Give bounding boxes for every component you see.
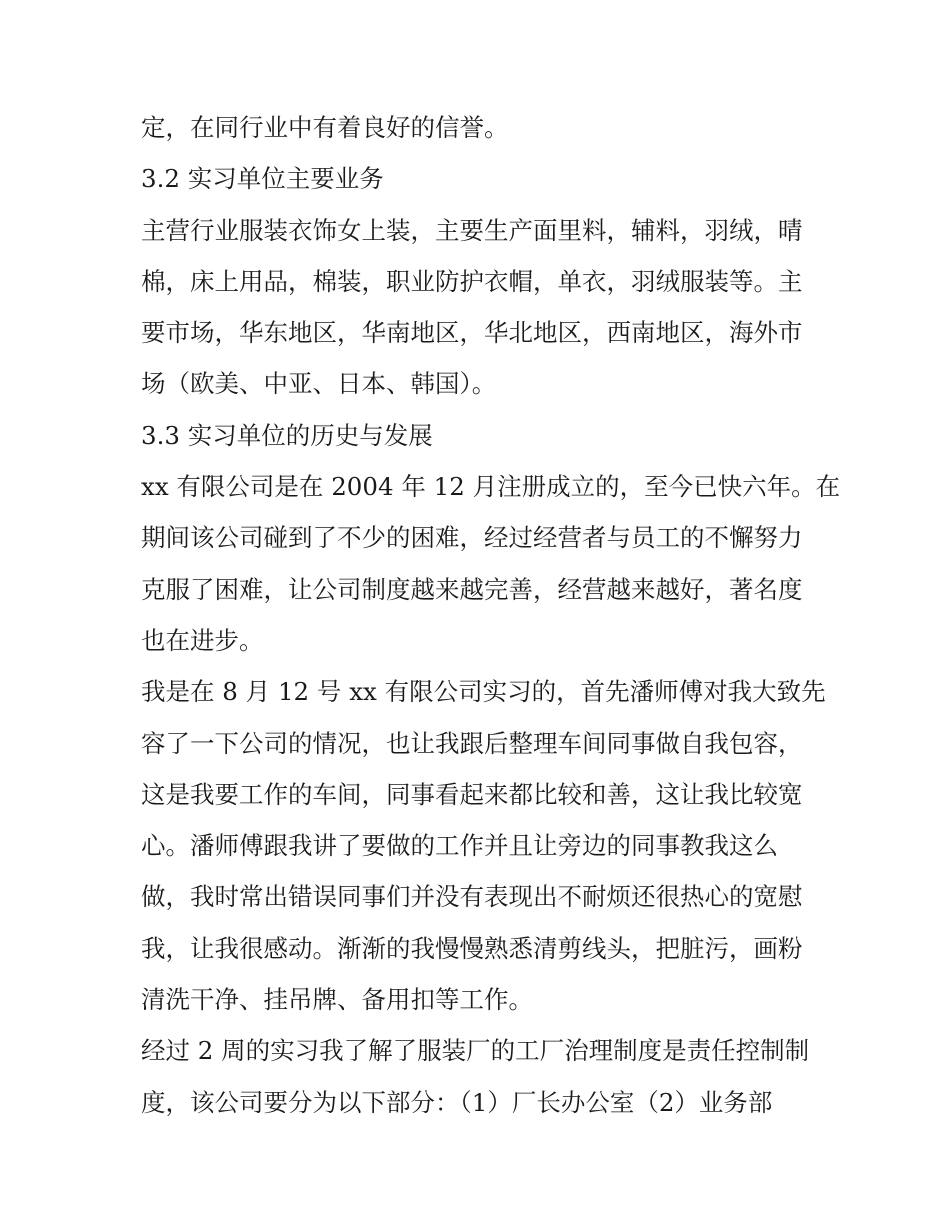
document-body [141,102,841,1128]
paragraph-line: 要市场，华东地区，华南地区，华北地区，西南地区，海外市 [141,318,803,348]
paragraph-line: xx 有限公司是在 2004 年 12 月注册成立的，至今已快六年。在 [141,472,841,502]
paragraph-line: 容了一下公司的情况，也让我跟后整理车间同事做自我包容， [141,728,803,758]
paragraph-line: 我，让我很感动。渐渐的我慢慢熟悉清剪线头，把脏污，画粉 [141,933,803,963]
paragraph-line: 这是我要工作的车间，同事看起来都比较和善，这让我比较宽 [141,779,803,809]
paragraph-line: 经过 2 周的实习我了解了服装厂的工厂治理制度是责任控制制 [141,1036,810,1066]
paragraph-line: 度，该公司要分为以下部分：（1）厂长办公室（2）业务部 [141,1087,773,1117]
paragraph-line: 场（欧美、中亚、日本、韩国）。 [141,369,497,399]
paragraph-line: 克服了困难，让公司制度越来越完善，经营越来越好，著名度 [141,574,803,604]
paragraph-line: 清洗干净、挂吊牌、备用扣等工作。 [141,985,533,1015]
section-heading-3-3: 3.3 实习单位的历史与发展 [141,420,433,450]
paragraph-line: 期间该公司碰到了不少的困难，经过经营者与员工的不懈努力 [141,523,803,553]
section-heading-3-2: 3.2 实习单位主要业务 [141,164,384,194]
paragraph-line: 也在进步。 [141,625,264,655]
paragraph-line: 主营行业服装衣饰女上装，主要生产面里料，辅料，羽绒，晴 [141,215,803,245]
paragraph-line: 我是在 8 月 12 号 xx 有限公司实习的，首先潘师傅对我大致先 [141,677,826,707]
paragraph-line: 做，我时常出错误同事们并没有表现出不耐烦还很热心的宽慰 [141,882,803,912]
paragraph-line: 棉，床上用品，棉装，职业防护衣帽，单衣，羽绒服装等。主 [141,266,803,296]
paragraph-line: 心。潘师傅跟我讲了要做的工作并且让旁边的同事教我这么 [141,831,778,861]
paragraph-line: 定，在同行业中有着良好的信誉。 [141,113,509,142]
